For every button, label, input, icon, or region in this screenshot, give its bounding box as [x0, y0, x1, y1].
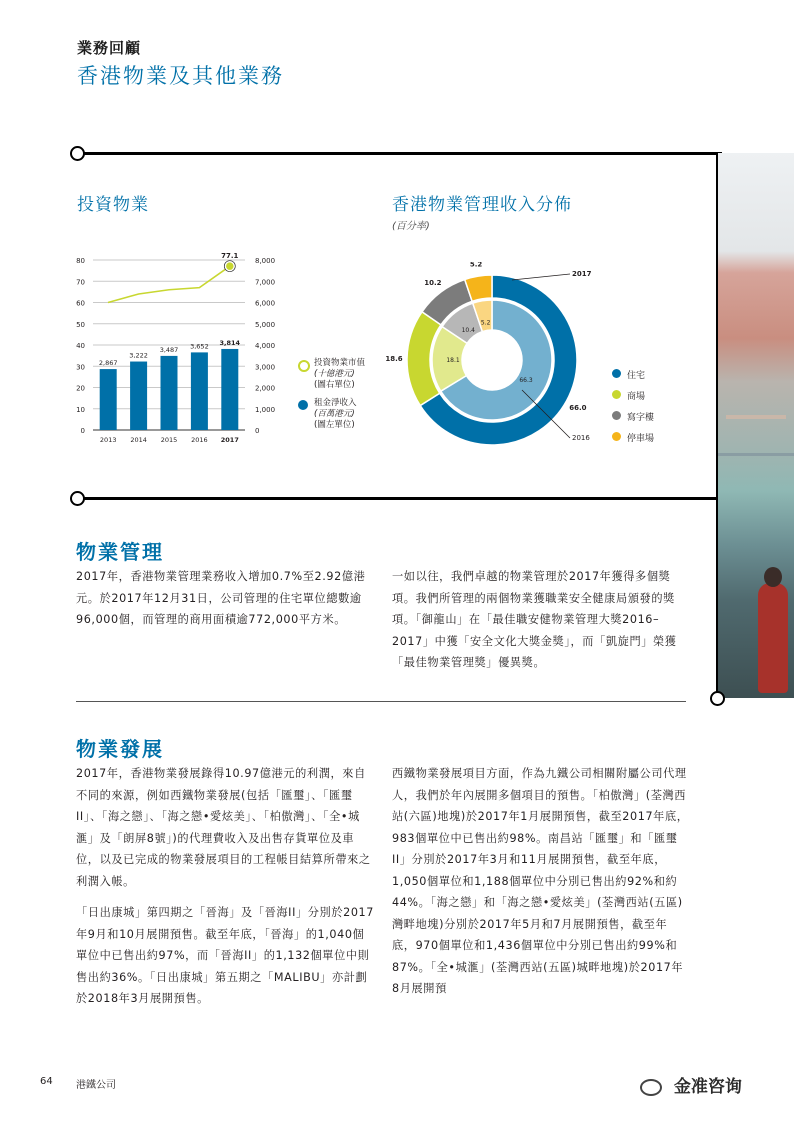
inner-slice-label: 5.2 [480, 319, 491, 327]
footer-company: 港鐵公司 [76, 1080, 116, 1091]
y-right-tick-label: 1,000 [255, 405, 276, 414]
outer-slice-label: 5.2 [469, 262, 483, 269]
mgmt-text-right [392, 566, 690, 684]
legend-label: 寫字樓 [627, 413, 655, 423]
legend-circle-icon [612, 369, 621, 378]
section-label: 業務回顧 [77, 39, 142, 57]
chart-title-investment: 投資物業 [77, 195, 149, 215]
y-left-tick-label: 30 [76, 363, 85, 372]
frame-rule-middle [84, 497, 718, 500]
y-right-tick-label: 0 [255, 427, 260, 435]
y-left-tick-label: 50 [76, 320, 85, 329]
y-right-tick-label: 2,000 [255, 384, 276, 393]
paragraph: 西鐵物業發展項目方面，作為九鐵公司相關附屬公司代理人，我們於年內展開多個項目的預售。「柏傲灣」(荃灣西站(六區)地塊)於2017年1月展開預售，截至2017年底，983個單位中已售出約98%。南昌站「匯璽」和「匯璽II」分別於2017年3月和11月展開預售，截至年底，1,050個單位和1,188個單位中分別已售出約92%和約44%。「海之戀」和「海之戀•愛炫美」(荃灣西站(五區)灣畔地塊)分別於2017年5月和7月展開預售，截至年底，970個單位和1,436個單位中分別已售出約99%和87%。「全•城滙」(荃灣西站(五區)城畔地塊)於2017年8月展開預 [392, 767, 689, 995]
legend-axis-note: (圖右單位) [314, 380, 355, 390]
legend-label: 投資物業市值 [314, 358, 366, 368]
legend-label: 商場 [627, 392, 646, 402]
legend-label: 停車場 [627, 434, 655, 444]
ring-label-inner: 2016 [572, 434, 590, 442]
legend-axis-note: (圖左單位) [314, 420, 355, 430]
y-right-tick-label: 8,000 [255, 257, 276, 265]
bar-data-label: 3,814 [219, 338, 241, 347]
outer-slice-label: 10.2 [424, 278, 442, 287]
page-title: 香港物業及其他業務 [77, 64, 284, 88]
y-left-tick-label: 0 [80, 427, 85, 435]
dev-text-left [76, 763, 376, 1020]
paragraph: 一如以往，我們卓越的物業管理於2017年獲得多個獎項。我們所管理的兩個物業獲職業安全健康局頒發的獎項。「御龍山」在「最佳職安健物業管理大獎2016–2017」中獲「安全文化大獎金獎」，而「凱旋門」榮獲「最佳物業管理獎」優異獎。 [392, 570, 677, 669]
y-right-tick-label: 6,000 [255, 299, 276, 308]
frame-dot-bottom-right [710, 691, 725, 706]
outer-slice-label: 66.0 [569, 404, 587, 413]
series-line [108, 266, 230, 302]
legend-circle-icon [612, 390, 621, 399]
legend-unit: (百萬港元) [314, 409, 355, 419]
y-right-tick-label: 5,000 [255, 320, 276, 329]
y-right-tick-label: 7,000 [255, 278, 276, 287]
section-title-dev: 物業發展 [76, 737, 164, 761]
bar [191, 352, 208, 430]
x-tick-label: 2016 [191, 436, 208, 444]
legend-circle-icon [298, 400, 308, 410]
bar [161, 356, 178, 430]
outer-slice-label: 18.6 [385, 355, 403, 364]
watermark [640, 1072, 742, 1097]
photo-mall-escalator [718, 153, 794, 698]
dev-text-right [392, 763, 690, 1010]
frame-dot-top-left [70, 146, 85, 161]
ring-label-outer: 2017 [572, 270, 592, 278]
paragraph: 2017年，香港物業管理業務收入增加0.7%至2.92億港元。於2017年12月31日，公司管理的住宅單位總數逾96,000個，而管理的商用面積逾772,000平方米。 [76, 570, 366, 626]
y-right-tick-label: 4,000 [255, 342, 276, 350]
y-left-tick-label: 40 [76, 342, 85, 350]
y-left-tick-label: 20 [76, 384, 85, 393]
legend-label: 住宅 [627, 371, 646, 381]
section-title-mgmt: 物業管理 [76, 540, 164, 564]
mgmt-text-left [76, 566, 376, 641]
legend-circle-icon [298, 360, 310, 372]
inner-slice-label: 66.3 [519, 377, 533, 385]
bar-data-label: 3,487 [159, 345, 179, 354]
y-left-tick-label: 70 [76, 278, 85, 287]
donut-hole [464, 332, 520, 388]
legend-circle-icon [612, 411, 621, 420]
legend-unit: (十億港元) [314, 369, 355, 379]
chart-title-mgmt-income: 香港物業管理收入分佈 [392, 195, 572, 215]
frame-dot-middle-left [70, 491, 85, 506]
bar [100, 369, 117, 430]
legend-label: 租金淨收入 [314, 398, 357, 408]
inner-slice-label: 18.1 [446, 357, 460, 365]
wechat-icon [640, 1079, 662, 1096]
chart-unit: (百分率) [392, 221, 430, 232]
line-point [225, 262, 234, 271]
bar-data-label: 3,652 [190, 342, 209, 351]
divider-line [76, 701, 686, 702]
investment-property-chart [60, 245, 310, 450]
page-number: 64 [40, 1076, 53, 1087]
paragraph: 「日出康城」第四期之「晉海」及「晉海II」分別於2017年9月和10月展開預售。截至年底，「晉海」的1,040個單位中已售出約97%，而「晉海II」的1,132個單位中則售出約36%。「日出康城」第五期之「MALIBU」亦計劃於2018年3月展開預售。 [76, 906, 374, 1005]
x-tick-label: 2013 [99, 436, 117, 444]
frame-rule-top [84, 152, 722, 155]
x-tick-label: 2017 [220, 436, 239, 444]
bar-data-label: 2,867 [98, 359, 118, 368]
paragraph: 2017年，香港物業發展錄得10.97億港元的利潤，來自不同的來源，例如西鐵物業發展(包括「匯璽」、「匯璽II」、「海之戀」、「海之戀•愛炫美」、「柏傲灣」、「全•城滙」及「朗屏8號」)的代理費收入及出售存貨單位及車位，以及已完成的物業發展項目的工程帳目結算所帶來之利潤入帳。 [76, 767, 371, 888]
watermark-text: 金准咨询 [673, 1077, 742, 1097]
bar-data-label: 3,222 [129, 351, 148, 360]
y-left-tick-label: 10 [76, 405, 85, 414]
ring-callout-line [512, 274, 570, 280]
line-data-label: 77.1 [221, 252, 239, 261]
y-right-tick-label: 3,000 [255, 363, 276, 372]
mgmt-income-donut-chart [380, 262, 610, 457]
bar [130, 362, 147, 430]
bar [221, 349, 238, 430]
x-tick-label: 2014 [130, 436, 147, 444]
y-left-tick-label: 80 [76, 257, 85, 265]
x-tick-label: 2015 [160, 436, 178, 444]
inner-slice-label: 10.4 [461, 327, 475, 335]
y-left-tick-label: 60 [76, 299, 85, 308]
legend-circle-icon [612, 432, 621, 441]
